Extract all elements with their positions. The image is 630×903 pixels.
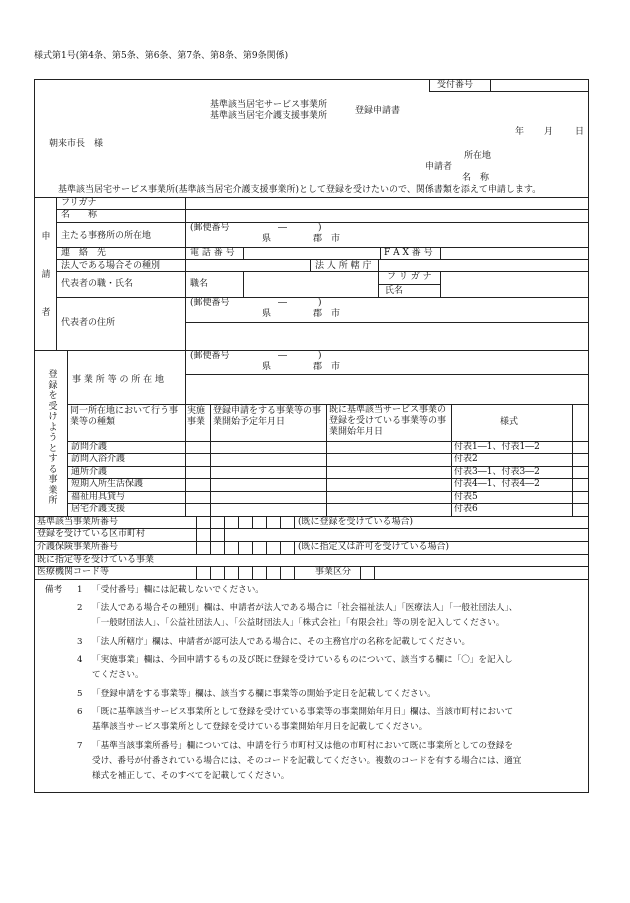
office-address-field[interactable] — [345, 234, 585, 245]
rep-name-field[interactable] — [442, 273, 587, 295]
row-4-name: 短期入所生活保護 — [71, 479, 144, 489]
side-char-3: 者 — [41, 308, 51, 318]
tel-field[interactable] — [245, 248, 378, 258]
fax-field[interactable] — [442, 248, 587, 258]
applicant-label: 申請者 — [425, 162, 453, 172]
care-number-field[interactable] — [197, 542, 295, 553]
care-number-label: 介護保険事業所番号 — [37, 542, 119, 552]
note-2: 「法人である場合その種別」欄は、申請者が法人である場合に「社会福祉法人」「医療法人」「一般社団法人」、 — [92, 603, 518, 613]
contact-label: 連 絡 先 — [61, 248, 107, 258]
title-line2: 基準該当居宅介護支援事業所 — [210, 111, 328, 121]
date-year: 年 — [515, 127, 525, 137]
col-start-header: 登録申請をする事業等の事業開始予定年月日 — [213, 406, 322, 427]
registered-note: (既に登録を受けている場合) — [298, 517, 414, 527]
row-5-format: 付表5 — [454, 492, 478, 502]
rep-title-name-label: 代表者の職・氏名 — [61, 279, 134, 289]
rep-address-field[interactable] — [187, 324, 587, 348]
furigana2-label: フ リ ガ ナ — [387, 272, 432, 282]
intro-text: 基準該当居宅サービス事業所(基準該当居宅介護支援事業所)として登録を受けたいので、関係書類を添えて申請します。 — [58, 185, 542, 195]
col-type-header: 同一所在地において行う事業等の種類 — [70, 406, 179, 427]
business-side-label: 登録を受けようとする事業所 — [48, 370, 58, 506]
rep-post-field[interactable] — [245, 273, 375, 295]
date-month: 月 — [544, 127, 554, 137]
corp-type-label: 法人である場合その種別 — [61, 261, 161, 271]
row-6-format: 付表6 — [454, 504, 478, 514]
row-4-format: 付表4―1、付表4―2 — [454, 479, 540, 489]
applicant-location: 所在地 — [464, 151, 492, 161]
note-5: 「登録申請をする事業等」欄は、該当する欄に事業等の開始予定日を記載してください。 — [92, 689, 436, 699]
office-address-label: 主たる事務所の所在地 — [61, 231, 152, 241]
furigana-label: フリガナ — [61, 198, 97, 208]
business-address-label: 事 業 所 等 の 所 在 地 — [72, 375, 165, 385]
fax-label: F A X 番 号 — [384, 248, 433, 258]
row-1-name: 訪問介護 — [71, 442, 108, 452]
post-label: 職名 — [190, 279, 209, 289]
row-3-format: 付表3―1、付表3―2 — [454, 467, 540, 477]
medical-code-label: 医療機関コード等 — [37, 567, 110, 577]
col-implement-header: 実施事業 — [187, 406, 206, 427]
corp-type-field[interactable] — [187, 260, 307, 270]
note-4: 「実施事業」欄は、今回申請するもの及び既に登録を受けているものについて、該当する欄に「〇」を記入し — [92, 655, 513, 665]
business-address-field[interactable] — [187, 376, 587, 402]
registered-city-label: 登録を受けている区市町村 — [37, 529, 146, 539]
business-class-label: 事業区分 — [315, 567, 352, 577]
office-number-field[interactable] — [197, 517, 295, 527]
form-number: 様式第1号(第4条、第5条、第6条、第7条、第8条、第9条関係) — [34, 51, 289, 61]
side-char-2: 請 — [41, 270, 51, 280]
rep-address-label: 代表者の住所 — [61, 318, 116, 328]
person-name-label: 氏名 — [385, 286, 404, 296]
note-1: 「受付番号」欄には記載しないでください。 — [92, 585, 264, 595]
applicant-name-label: 名 称 — [462, 173, 490, 183]
designated-business-label: 既に指定等を受けている事業 — [37, 555, 155, 565]
designated-note: (既に指定又は許可を受けている場合) — [298, 542, 450, 552]
row-3-name: 通所介護 — [71, 467, 108, 477]
office-number-label: 基準該当事業所番号 — [37, 517, 119, 527]
corp-authority-label: 法 人 所 轄 庁 — [315, 261, 372, 271]
tel-label: 電 話 番 号 — [190, 248, 235, 258]
reception-number-field[interactable] — [492, 80, 587, 91]
title-line1: 基準該当居宅サービス事業所 — [210, 100, 328, 110]
row-2-name: 訪問入浴介護 — [71, 454, 126, 464]
name-label: 名 称 — [61, 210, 98, 220]
note-7: 「基準当該事業所番号」欄については、申請を行う市町村又は他の市町村において既に事業所としての登録を — [92, 741, 513, 751]
corp-authority-field[interactable] — [380, 260, 587, 270]
reception-label: 受付番号 — [437, 80, 474, 90]
col-existing-header: 既に基準該当サービス事業の登録を受けている事業等の事業開始年月日 — [329, 405, 447, 437]
side-char-1: 申 — [41, 232, 51, 242]
applicant-name-field[interactable] — [187, 210, 587, 221]
col-format-header: 様式 — [500, 417, 519, 427]
notes-label: 備考 — [45, 585, 63, 595]
row-5-name: 福祉用具貸与 — [71, 492, 126, 502]
note-3: 「法人所轄庁」欄は、申請者が認可法人である場合に、その主務官庁の名称を記載してください。 — [92, 637, 471, 647]
addressee: 朝来市長 様 — [49, 139, 104, 149]
row-1-format: 付表1―1、付表1―2 — [454, 442, 540, 452]
medical-code-field[interactable] — [197, 567, 295, 578]
date-day: 日 — [575, 127, 585, 137]
title-suffix: 登録申請書 — [355, 106, 401, 116]
note-6: 「既に基準該当サービス事業所として登録を受けている事業等の事業開始年月日」欄は、当該市町村において — [92, 707, 514, 717]
furigana-field[interactable] — [187, 198, 587, 208]
row-2-format: 付表2 — [454, 454, 478, 464]
row-6-name: 居宅介護支援 — [71, 504, 126, 514]
